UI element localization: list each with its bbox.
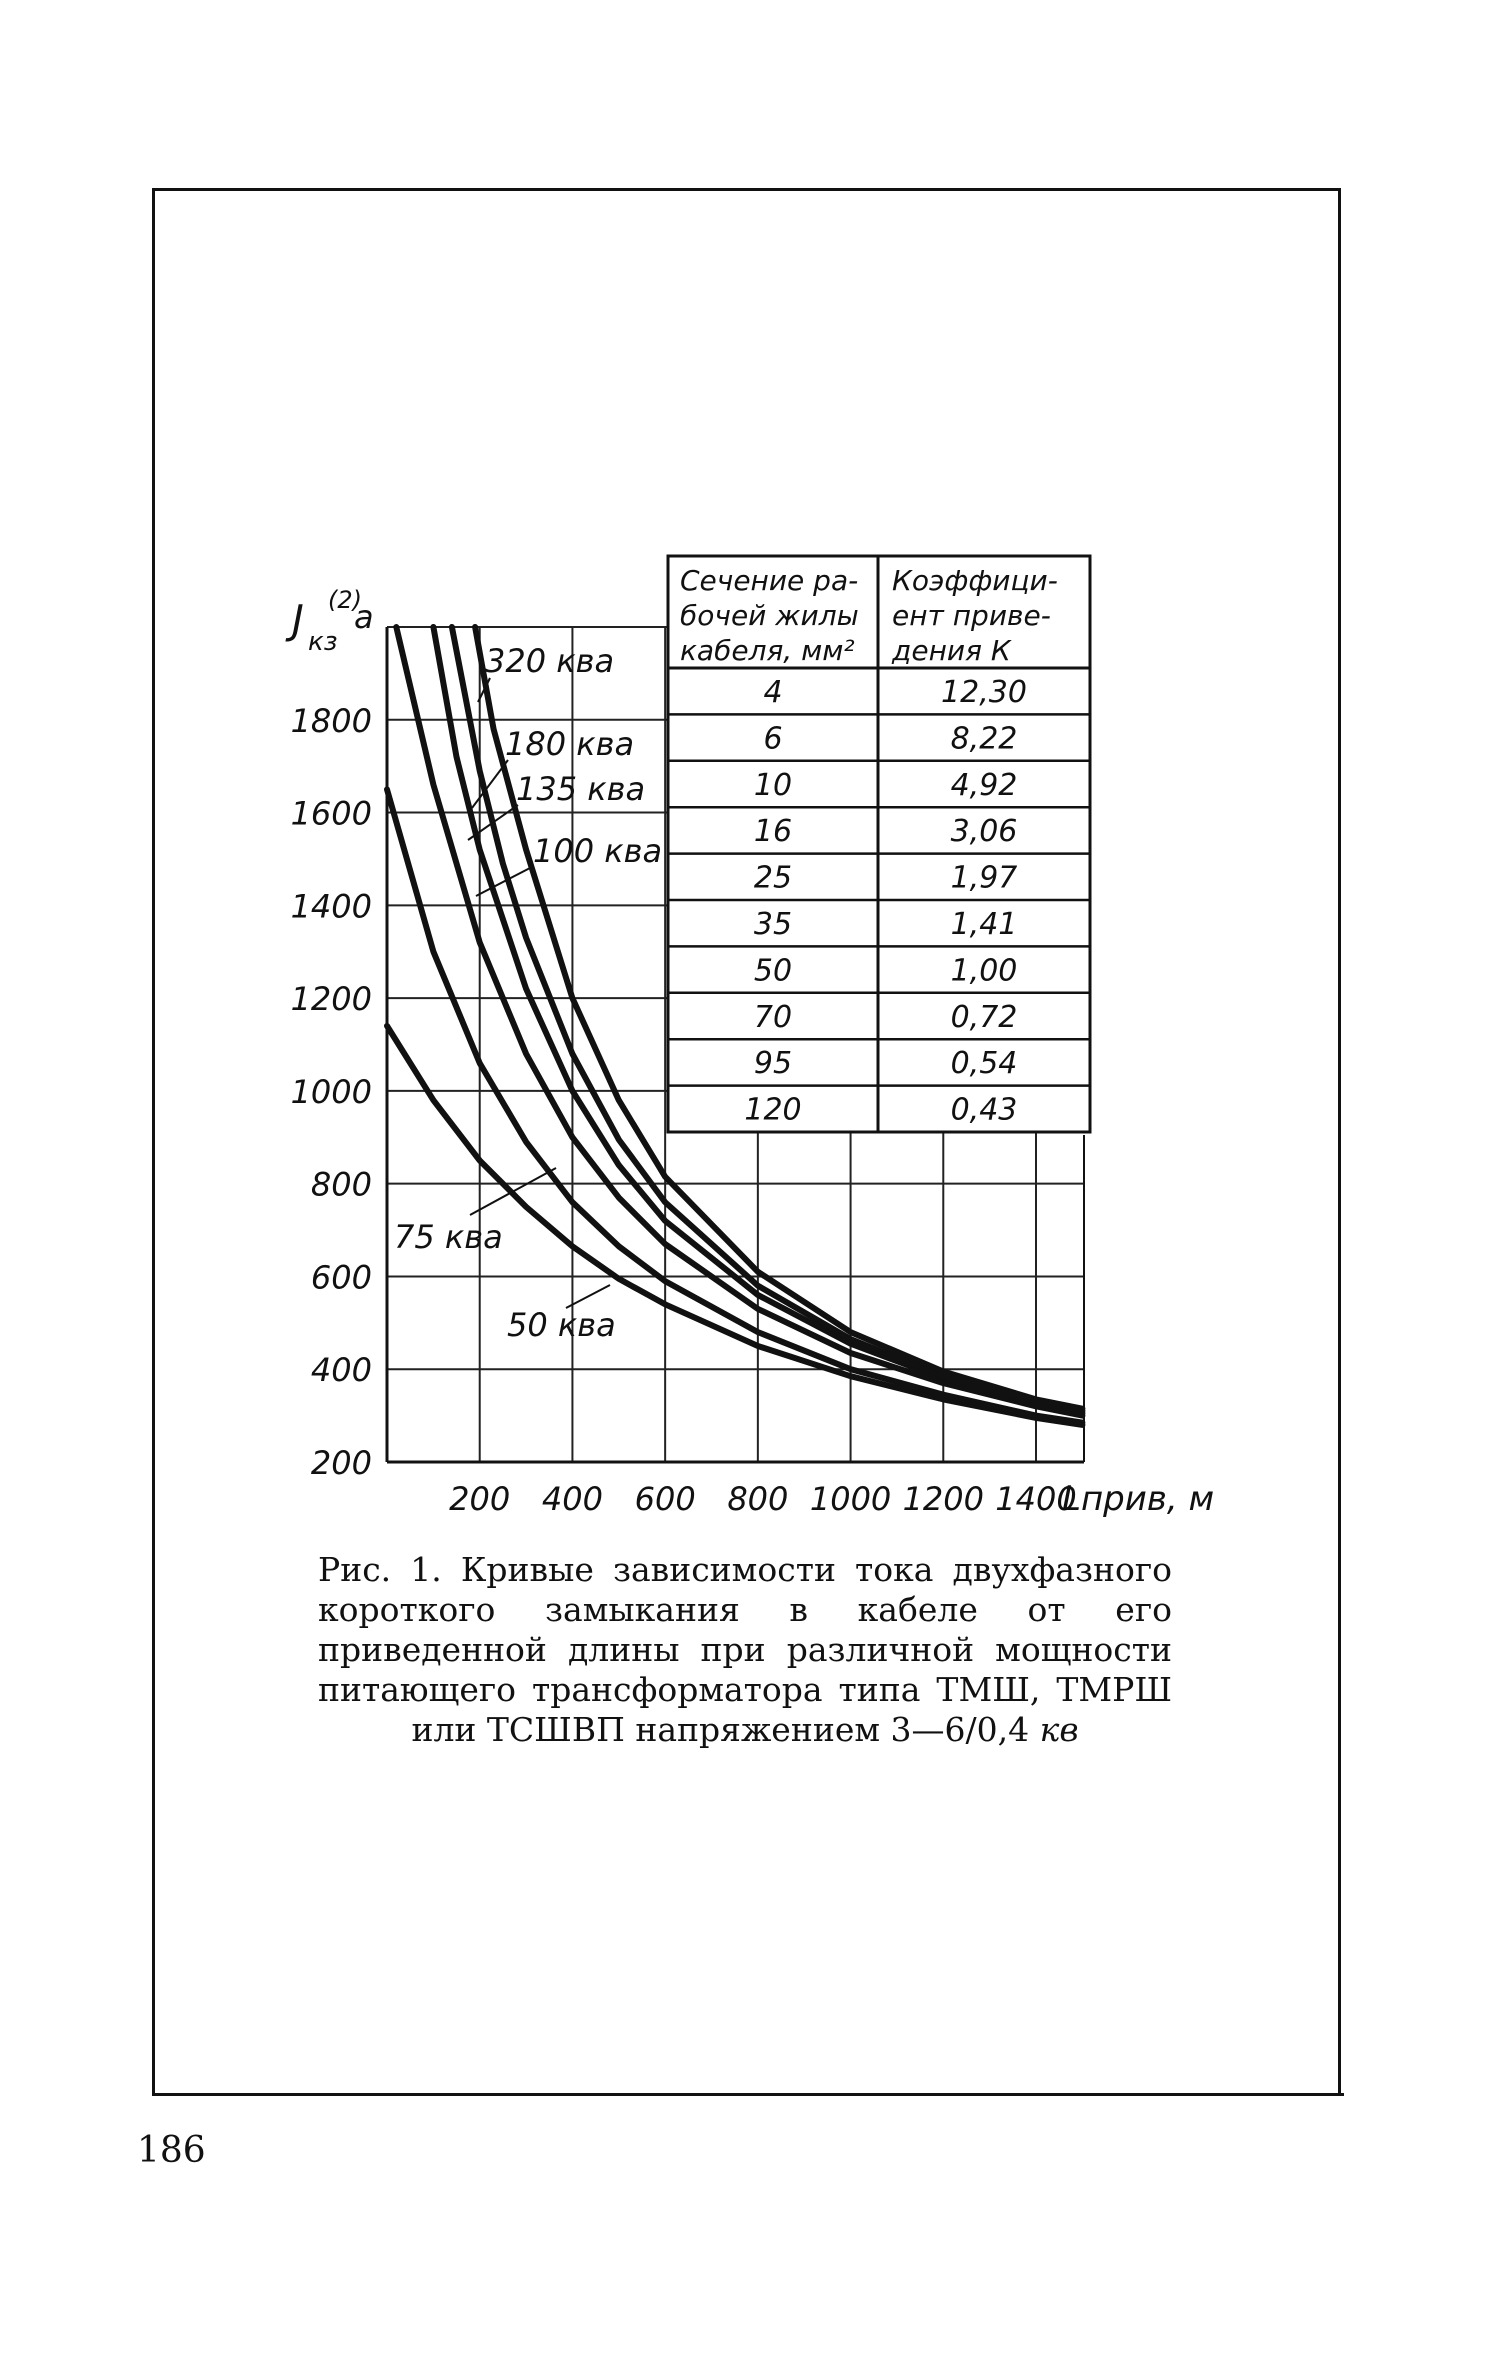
series-label-50-ква: 50 ква xyxy=(507,1306,616,1344)
table-cell-section: 4 xyxy=(763,675,783,710)
caption-text: Рис. 1. Кривые зависимости тока двухфазного короткого замыкания в кабеле от его приведенной длины при различной мощности питающего трансформатора типа ТМШ, ТМРШ или ТСШВП напряжением 3—6/0,4 xyxy=(318,1550,1172,1749)
y-tick-label-400: 400 xyxy=(310,1351,372,1390)
table-cell-coef: 3,06 xyxy=(950,814,1018,850)
table-cell-coef: 12,30 xyxy=(941,675,1027,710)
table-cell-section: 70 xyxy=(753,999,793,1035)
series-label-180-ква: 180 ква xyxy=(505,725,635,763)
y-axis-title-sup: (2) xyxy=(328,586,362,614)
table-cell-section: 50 xyxy=(753,953,793,989)
y-axis-title-unit: a xyxy=(354,598,374,636)
series-label-135-ква: 135 ква xyxy=(516,770,646,808)
x-tick-label-800: 800 xyxy=(727,1480,789,1518)
coefficient-table xyxy=(668,556,1090,1132)
table-cell-coef: 0,72 xyxy=(950,999,1018,1035)
table-cell-coef: 1,00 xyxy=(950,953,1018,989)
table-cell-coef: 0,54 xyxy=(950,1046,1018,1082)
series-label-75-ква: 75 ква xyxy=(394,1218,503,1256)
x-tick-label-1200: 1200 xyxy=(902,1480,985,1518)
y-axis-title-sub: кз xyxy=(308,627,338,657)
table-header-section-line: кабеля, мм² xyxy=(680,634,855,667)
series-label-320-ква: 320 ква xyxy=(485,642,615,680)
table-cell-coef: 1,97 xyxy=(950,860,1018,896)
table-cell-section: 95 xyxy=(753,1046,793,1082)
x-tick-label-1000: 1000 xyxy=(809,1480,892,1518)
y-tick-label-1200: 1200 xyxy=(290,980,372,1019)
table-cell-section: 25 xyxy=(753,860,793,896)
figure-caption xyxy=(318,1550,1172,1750)
table-cell-coef: 0,43 xyxy=(950,1092,1018,1128)
x-tick-label-400: 400 xyxy=(541,1480,603,1518)
x-tick-label-200: 200 xyxy=(449,1480,511,1518)
table-header-coef-line: Коэффици- xyxy=(892,564,1058,597)
series-label-100-ква: 100 ква xyxy=(533,832,663,870)
y-tick-label-1000: 1000 xyxy=(290,1072,372,1111)
y-tick-label-1600: 1600 xyxy=(290,794,372,833)
frame-bottom-rule xyxy=(152,2093,1344,2096)
table-header-section-line: бочей жилы xyxy=(680,599,859,632)
caption-unit: кв xyxy=(1039,1710,1079,1749)
table-cell-coef: 8,22 xyxy=(950,721,1018,757)
x-tick-label-600: 600 xyxy=(634,1480,696,1518)
table-header-coef-line: дения К xyxy=(892,634,1011,667)
table-cell-section: 16 xyxy=(753,814,793,850)
y-tick-label-200: 200 xyxy=(310,1444,372,1482)
page-number: 186 xyxy=(137,2130,206,2171)
table-cell-section: 35 xyxy=(753,907,793,942)
x-tick-label-1400: 1400 xyxy=(995,1480,1077,1518)
table-cell-coef: 4,92 xyxy=(950,767,1018,803)
y-axis-title-main: J xyxy=(292,597,304,643)
y-tick-label-800: 800 xyxy=(310,1165,372,1204)
y-tick-label-1400: 1400 xyxy=(290,887,372,926)
table-cell-section: 6 xyxy=(763,721,783,757)
table-header-section-line: Сечение ра- xyxy=(680,564,859,597)
table-cell-section: 120 xyxy=(744,1092,802,1128)
table-cell-coef: 1,41 xyxy=(950,907,1018,942)
y-tick-label-600: 600 xyxy=(310,1258,372,1297)
x-axis-title: Lприв, м xyxy=(1062,1479,1215,1519)
table-cell-section: 10 xyxy=(753,767,793,803)
y-tick-label-1800: 1800 xyxy=(290,701,372,740)
table-header-coef-line: ент приве- xyxy=(892,599,1051,632)
leader-line-75-ква xyxy=(470,1168,556,1215)
